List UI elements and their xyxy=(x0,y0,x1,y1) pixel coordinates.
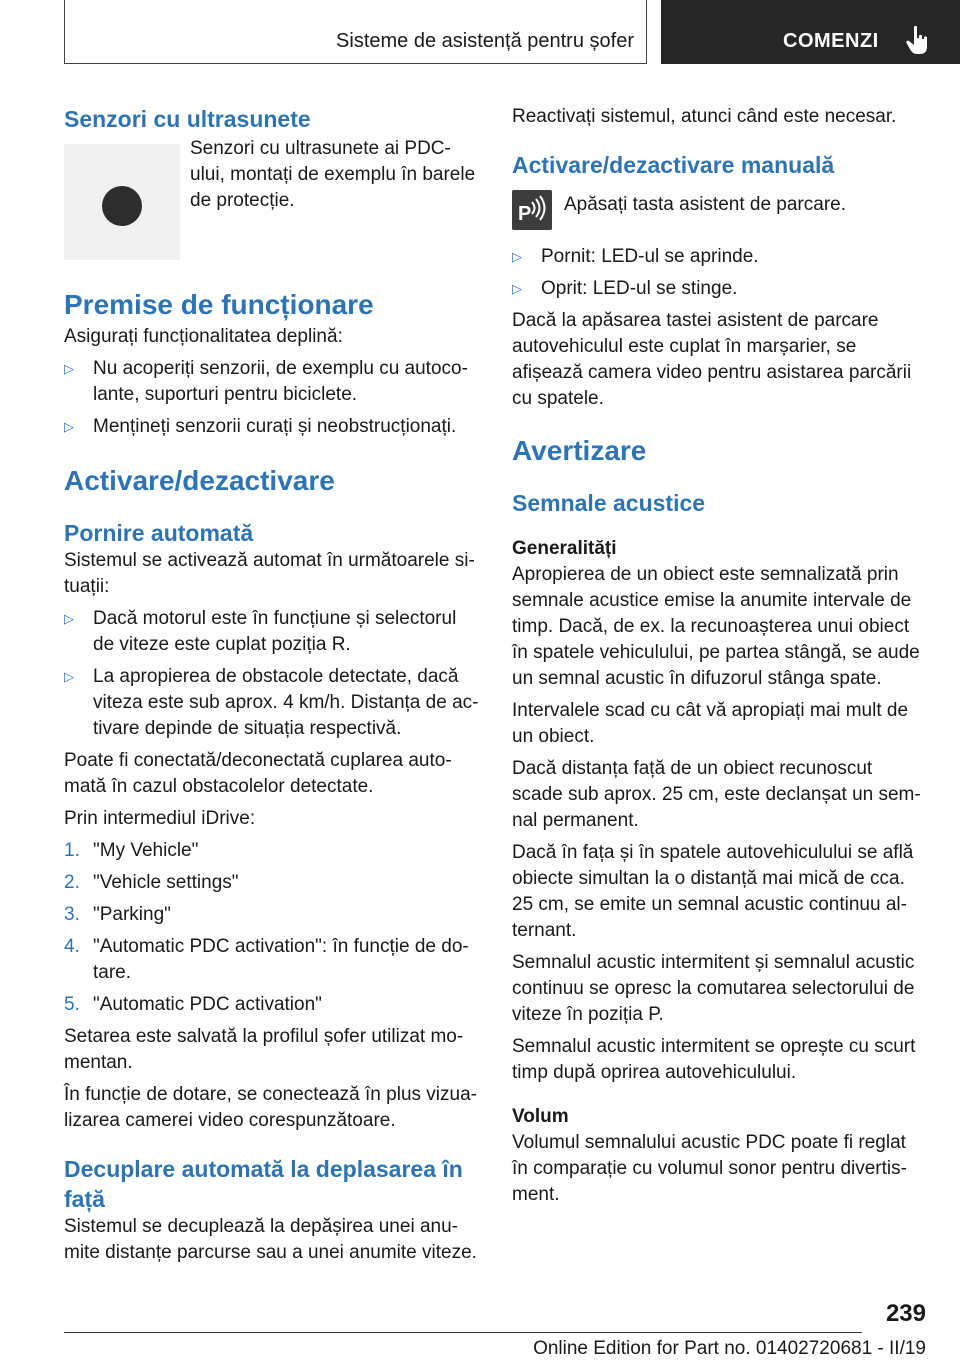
svg-text:P: P xyxy=(518,203,532,225)
manual-paragraph: Dacă la apăsarea tastei asistent de parcare autovehiculul este cuplat în marșarier, se afișează camera video pentru asistarea parcării cu spatele. xyxy=(512,310,912,409)
sensor-dot-icon xyxy=(102,186,142,226)
triangle-bullet-icon: ▷ xyxy=(512,249,522,264)
volume-paragraph: Volumul semnalului acustic PDC poate fi reglat în comparație cu volumul sonor pentru divertisment. xyxy=(512,1132,907,1205)
step-item: 5. "Automatic PDC activation" xyxy=(64,994,322,1015)
manual-key-text: Apăsați tasta asistent de parcare. xyxy=(564,194,846,215)
auto-paragraph-2: Prin intermediul iDrive: xyxy=(64,808,256,829)
page-number: 239 xyxy=(885,1300,926,1327)
edition-text: Online Edition for Part no. 01402720681 - II/19 xyxy=(533,1338,926,1359)
header-section-title: Sisteme de asistență pentru șofer xyxy=(336,30,634,52)
triangle-bullet-icon: ▷ xyxy=(64,669,74,684)
header-section-tab xyxy=(64,0,647,64)
list-item: ▷ Oprit: LED-ul se stinge. xyxy=(512,276,927,302)
auto-intro: Sistemul se activează automat în următoarele situații: xyxy=(64,550,475,597)
list-item: ▷ Mențineți senzorii curați și neobstrucționați. xyxy=(64,414,479,440)
auto-list xyxy=(64,606,479,742)
triangle-bullet-icon: ▷ xyxy=(64,361,74,376)
pdc-key-row xyxy=(512,190,927,230)
list-item: ▷ La apropierea de obstacole detectate, dacă viteza este sub aprox. 4 km/h. Distanța de activare depinde de situația respectivă. xyxy=(64,666,479,739)
activation-heading: Activare/dezactivare xyxy=(64,465,335,496)
triangle-bullet-icon: ▷ xyxy=(64,419,74,434)
left-column xyxy=(64,100,479,1266)
header-chapter-tab[interactable] xyxy=(661,0,960,64)
premise-list xyxy=(64,356,479,440)
acoustic-heading: Semnale acustice xyxy=(512,490,706,516)
auto-paragraph-3: Setarea este salvată la profilul șofer utilizat momentan. xyxy=(64,1026,464,1073)
sensors-description: Senzori cu ultrasunete ai PDC-ului, montați de exemplu în barele de protecție. xyxy=(190,138,476,211)
park-assist-button-icon[interactable] xyxy=(512,190,552,230)
reactivate-text: Reactivați sistemul, atunci când este necesar. xyxy=(512,106,897,127)
general-paragraph-3: Dacă distanța față de un obiect recunoscut scade sub aprox. 25 cm, este declanșat un semnal permanent. xyxy=(512,758,921,831)
footer-divider xyxy=(64,1332,862,1333)
triangle-bullet-icon: ▷ xyxy=(512,281,522,296)
step-item: 1. "My Vehicle" xyxy=(64,840,199,861)
general-paragraph-4: Dacă în fața și în spatele autovehiculului se află obiecte simultan la o distanță mai mică de cca. 25 cm, se emite un semnal acustic continuu alternant. xyxy=(512,842,914,941)
general-paragraph-5: Semnalul acustic intermitent și semnalul acustic continuu se opresc la comutarea selectorului de viteze în poziția P. xyxy=(512,952,915,1025)
general-paragraph-6: Semnalul acustic intermitent se oprește cu scurt timp după oprirea autovehiculului. xyxy=(512,1036,916,1083)
premise-heading: Premise de funcționare xyxy=(64,289,374,320)
list-item: ▷ Nu acoperiți senzorii, de exemplu cu autocolante, suporturi pentru biciclete. xyxy=(64,358,468,405)
triangle-bullet-icon: ▷ xyxy=(64,611,74,626)
premise-intro: Asigurați funcționalitatea deplină: xyxy=(64,326,343,347)
step-item: 2. "Vehicle settings" xyxy=(64,872,239,893)
list-item: ▷ Dacă motorul este în funcțiune și selectorul de viteze este cuplat poziția R. xyxy=(64,608,457,655)
hand-pointer-icon xyxy=(905,25,931,55)
auto-start-heading: Pornire automată xyxy=(64,520,254,546)
sensors-heading: Senzori cu ultrasunete xyxy=(64,106,311,132)
manual-list xyxy=(512,244,927,302)
general-heading: Generalități xyxy=(512,538,617,559)
right-column xyxy=(512,100,927,1208)
decouple-text: Sistemul se decuplează la depășirea unei anumite distanțe parcurse sau a unei anumite viteze. xyxy=(64,1216,477,1263)
warning-heading: Avertizare xyxy=(512,435,647,466)
list-item: ▷ Pornit: LED-ul se aprinde. xyxy=(512,244,927,270)
decouple-heading: Decuplare automată la deplasarea în față xyxy=(64,1156,463,1212)
auto-paragraph-4: În funcție de dotare, se conectează în plus vizualizarea camerei video corespunzătoare. xyxy=(64,1084,477,1131)
step-item: 3. "Parking" xyxy=(64,904,171,925)
ultrasonic-sensor-image xyxy=(64,144,180,260)
step-item: 4. "Automatic PDC activation": în funcție de dotare. xyxy=(64,936,469,983)
volume-heading: Volum xyxy=(512,1106,569,1127)
manual-heading: Activare/dezactivare manuală xyxy=(512,152,835,178)
auto-paragraph-1: Poate fi conectată/deconectată cuplarea automată în cazul obstacolelor detectate. xyxy=(64,750,452,797)
idrive-steps xyxy=(64,838,479,1018)
general-paragraph-1: Apropierea de un obiect este semnalizată prin semnale acustice emise la anumite intervale de timp. Dacă, de ex. la recunoașterea unui obiect în spatele vehiculului, pe partea stângă, se aude un semnal acustic în difuzorul stânga spate. xyxy=(512,564,920,689)
sensors-block xyxy=(64,138,479,260)
header-chapter-title: COMENZI xyxy=(783,30,879,52)
general-paragraph-2: Intervalele scad cu cât vă apropiați mai mult de un obiect. xyxy=(512,700,909,747)
